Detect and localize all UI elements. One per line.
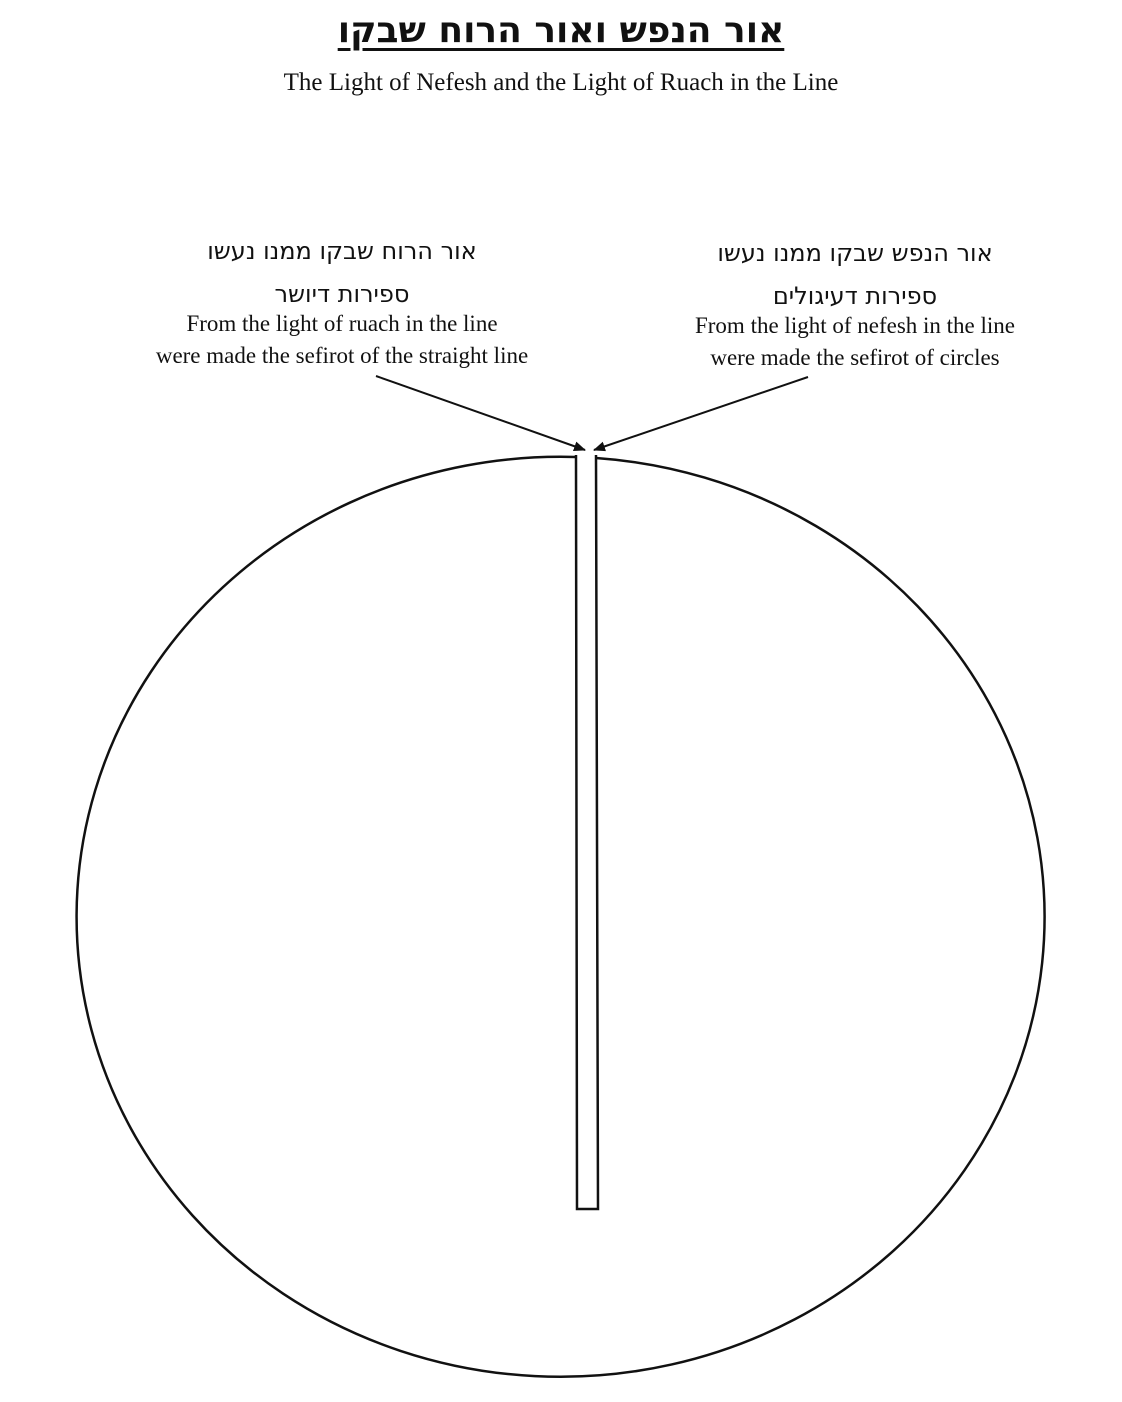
arrow-ruach: [376, 376, 585, 450]
label-nefesh-english-line1: From the light of nefesh in the line: [694, 313, 1016, 338]
title-hebrew-text: אור הנפש ואור הרוח שבקו: [337, 10, 785, 51]
label-nefesh-english-line2: were made the sefirot of circles: [710, 345, 1000, 370]
title-english: The Light of Nefesh and the Light of Ruach in the Line: [283, 69, 839, 96]
label-nefesh-hebrew-line2: ספירות דעיגולים: [772, 282, 938, 310]
label-ruach-hebrew-line2: ספירות דיושר: [274, 280, 410, 308]
circle-outline: [77, 457, 1045, 1377]
line-kav: [576, 455, 598, 1209]
label-ruach-english-line1: From the light of ruach in the line: [186, 311, 498, 336]
label-ruach-hebrew-line1: אור הרוח שבקו ממנו נעשו: [207, 237, 477, 265]
label-ruach-english-line2: were made the sefirot of the straight line: [155, 343, 529, 368]
arrow-nefesh: [594, 377, 808, 450]
label-nefesh-hebrew-line1: אור הנפש שבקו ממנו נעשו: [717, 239, 993, 267]
